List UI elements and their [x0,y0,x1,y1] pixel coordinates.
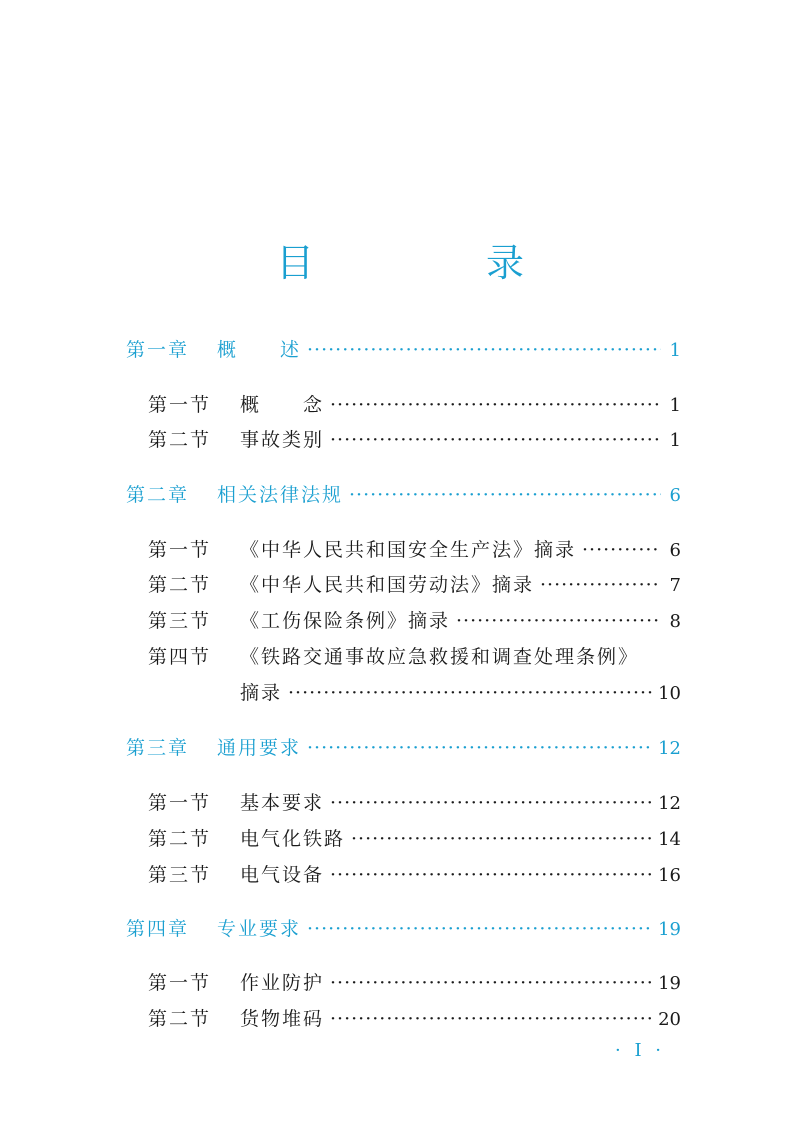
section-label: 第二节 [148,574,212,596]
page-number: 12 [658,793,681,814]
section-title-continued: 摘录 [240,682,283,704]
section-label: 第一节 [148,792,212,814]
section-label: 第三节 [148,864,212,886]
section-title: 电气化铁路 [240,828,346,850]
section-title: 作业防护 [240,972,325,994]
chapter-title: 通用要求 [217,737,302,759]
section-label: 第一节 [148,394,212,416]
page-footer-number: · I · [615,1040,665,1061]
page-number: 10 [658,683,681,704]
toc-section-2-1[interactable] [148,535,681,562]
toc-chapter-4[interactable] [126,914,681,941]
leader-dots [349,484,661,506]
leader-dots [330,1008,652,1030]
leader-dots [307,737,652,759]
page-number: 1 [669,340,681,361]
leader-dots [456,610,661,632]
toc-chapter-2[interactable] [126,480,681,507]
page-number: 1 [669,430,681,451]
toc-section-2-4[interactable] [148,642,681,669]
page-number: 14 [658,829,681,850]
section-title: 基本要求 [240,792,325,814]
chapter-label: 第三章 [126,737,190,759]
toc-section-2-4-cont[interactable] [240,678,681,705]
section-title: 货物堆码 [240,1008,325,1030]
page-number: 19 [658,919,681,940]
section-title: 电气设备 [240,864,325,886]
leader-dots [330,792,652,814]
chapter-label: 第一章 [126,339,190,361]
section-label: 第一节 [148,539,212,561]
leader-dots [330,394,661,416]
toc-chapter-1[interactable] [126,335,681,362]
leader-dots [351,828,652,850]
toc-chapter-3[interactable] [126,733,681,760]
section-title: 概 念 [240,394,325,416]
section-label: 第二节 [148,1008,212,1030]
chapter-title: 概 述 [217,339,302,361]
toc-section-2-3[interactable] [148,606,681,633]
page-number: 16 [658,865,681,886]
section-label: 第一节 [148,972,212,994]
chapter-label: 第二章 [126,484,190,506]
leader-dots [330,429,661,451]
toc-section-3-1[interactable] [148,788,681,815]
section-title: 《工伤保险条例》摘录 [240,610,451,632]
page-number: 20 [658,1009,681,1030]
page-number: 6 [669,485,681,506]
section-title: 《中华人民共和国劳动法》摘录 [240,574,535,596]
section-title: 《中华人民共和国安全生产法》摘录 [240,539,577,561]
toc-section-1-1[interactable] [148,390,681,417]
section-label: 第二节 [148,429,212,451]
leader-dots [307,918,652,940]
toc-section-1-2[interactable] [148,425,681,452]
toc-section-2-2[interactable] [148,570,681,597]
toc-section-4-2[interactable] [148,1004,681,1031]
section-label: 第四节 [148,646,212,668]
page-number: 19 [658,973,681,994]
toc-section-3-3[interactable] [148,860,681,887]
leader-dots [330,972,652,994]
page-title: 目 录 [275,241,605,285]
chapter-title: 相关法律法规 [217,484,344,506]
leader-dots [288,682,652,704]
chapter-title: 专业要求 [217,918,302,940]
leader-dots [582,539,661,561]
toc-section-4-1[interactable] [148,968,681,995]
section-label: 第二节 [148,828,212,850]
page-number: 1 [669,395,681,416]
section-title: 《铁路交通事故应急救援和调查处理条例》 [240,646,640,668]
page-number: 7 [669,575,681,596]
page-number: 12 [658,738,681,759]
leader-dots [307,339,661,361]
chapter-label: 第四章 [126,918,190,940]
leader-dots [540,574,661,596]
toc-section-3-2[interactable] [148,824,681,851]
leader-dots [330,864,652,886]
section-title: 事故类别 [240,429,325,451]
section-label: 第三节 [148,610,212,632]
page-number: 8 [669,611,681,632]
page-number: 6 [669,540,681,561]
